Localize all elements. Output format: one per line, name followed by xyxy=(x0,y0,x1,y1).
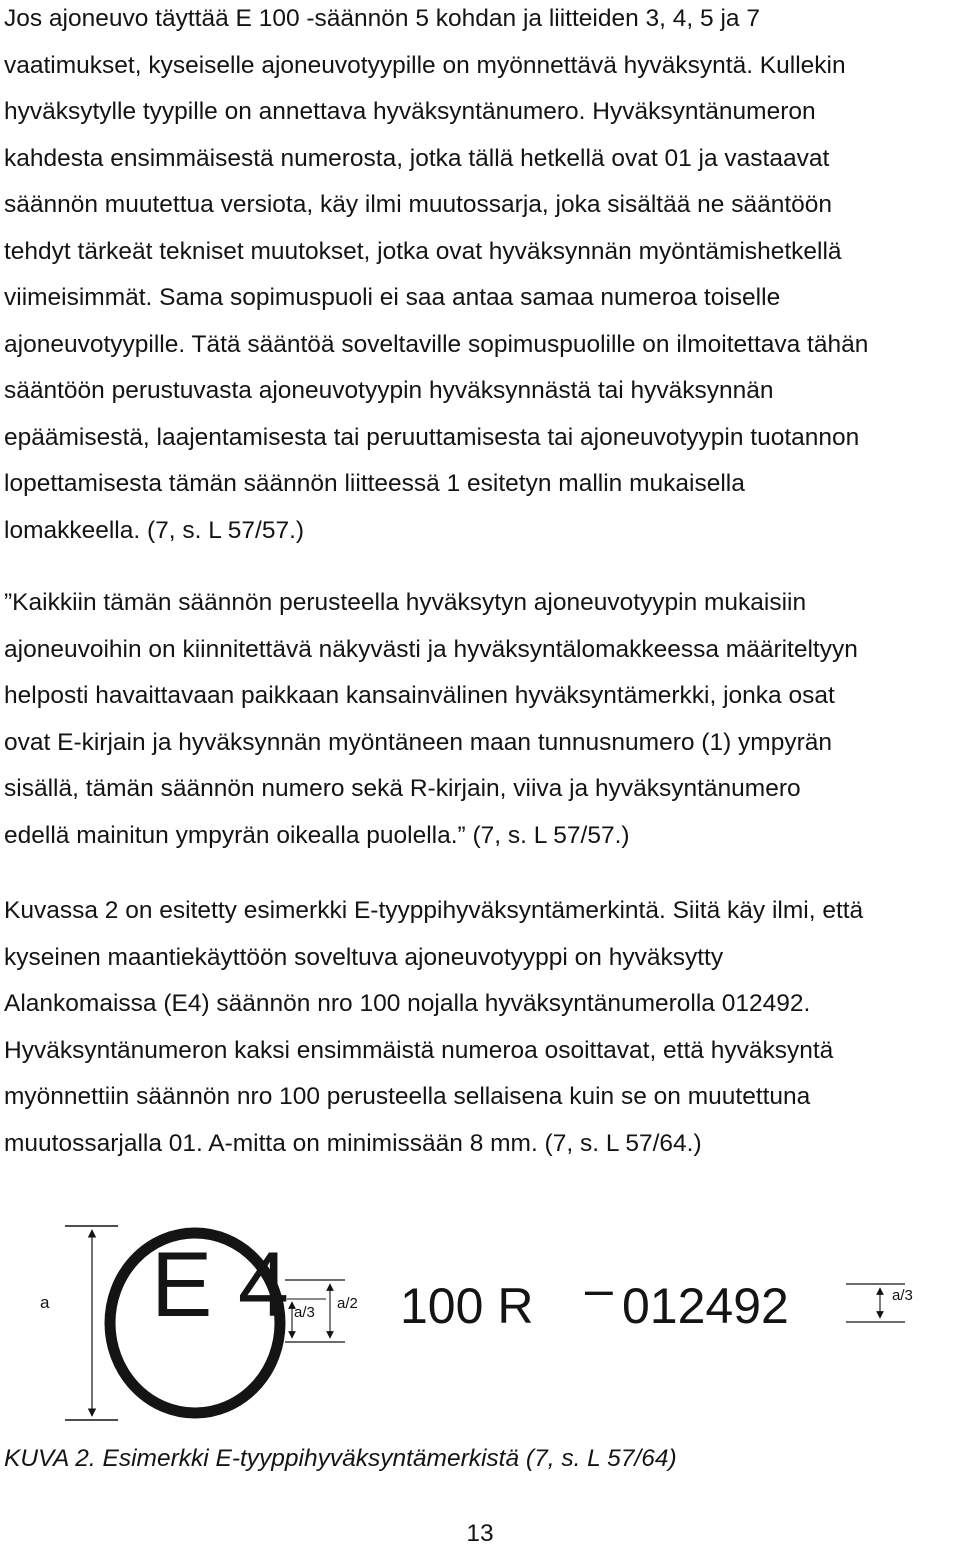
text-line: ”Kaikkiin tämän säännön perusteella hyväksytyn ajoneuvotyypin mukaisiin xyxy=(4,589,807,616)
text-line: kyseinen maantiekäyttöön soveltuva ajoneuvotyyppi on hyväksytty xyxy=(4,943,724,971)
dim-a2-label: a/2 xyxy=(337,1295,358,1312)
text-line: kahdesta ensimmäisestä numerosta, jotka tällä hetkellä ovat 01 ja vastaavat xyxy=(4,144,830,172)
text-line: lopettamisesta tämän säännön liitteessä 1 esitetyn mallin mukaisella xyxy=(4,470,745,497)
text-line: Jos ajoneuvo täyttää E 100 -säännön 5 kohdan ja liitteiden 3, 4, 5 ja 7 xyxy=(4,5,760,32)
text-line: Alankomaissa (E4) säännön nro 100 nojalla hyväksyntänumerolla 012492. xyxy=(4,990,811,1017)
text-line: hyväksytylle tyypille on annettava hyväksyntänumero. Hyväksyntänumeron xyxy=(4,98,816,125)
text-line: helposti havaittavaan paikkaan kansainvälinen hyväksyntämerkki, jonka osat xyxy=(4,682,835,709)
approval-mark-figure xyxy=(0,1222,960,1432)
dim-a3-left-label: a/3 xyxy=(294,1304,315,1321)
text-line: vaatimukset, kyseiselle ajoneuvotyypille on myönnettävä hyväksyntä. Kullekin xyxy=(4,51,846,79)
regulation-number-text: 100 R xyxy=(400,1278,534,1334)
text-line: viimeisimmät. Sama sopimuspuoli ei saa antaa samaa numeroa toiselle xyxy=(4,284,781,311)
paragraph-approval-numbering xyxy=(4,0,960,554)
dim-a3-right-label: a/3 xyxy=(892,1287,913,1304)
dim-a-label: a xyxy=(40,1293,50,1312)
text-line: ajoneuvotyypille. Tätä sääntöä soveltaville sopimuspuolille on ilmoitettava tähän xyxy=(4,330,869,358)
text-line: muutossarjalla 01. A-mitta on minimissään 8 mm. (7, s. L 57/64.) xyxy=(4,1129,702,1157)
text-line: sääntöön perustuvasta ajoneuvotyypin hyväksynnästä tai hyväksynnän xyxy=(4,377,774,404)
page-number: 13 xyxy=(466,1520,494,1547)
text-line: epäämisestä, laajentamisesta tai peruuttamisesta tai ajoneuvotyypin tuotannon xyxy=(4,423,860,451)
text-line: edellä mainitun ympyrän oikealla puolella.” (7, s. L 57/57.) xyxy=(4,821,630,849)
mark-code-text: E 4 xyxy=(151,1234,290,1336)
paragraph-figure-description xyxy=(4,888,960,1167)
paragraph-quoted-requirement xyxy=(4,580,960,859)
text-line: lomakkeella. (7, s. L 57/57.) xyxy=(4,516,305,544)
approval-mark-drawing xyxy=(0,1222,960,1432)
text-line: Kuvassa 2 on esitetty esimerkki E-tyyppihyväksyntämerkintä. Siitä käy ilmi, että xyxy=(4,897,864,924)
text-line: myönnettiin säännön nro 100 perusteella sellaisena kuin se on muutettuna xyxy=(4,1083,811,1110)
text-line: ovat E-kirjain ja hyväksynnän myöntäneen maan tunnusnumero (1) ympyrän xyxy=(4,728,832,756)
text-line: tehdyt tärkeät tekniset muutokset, jotka ovat hyväksynnän myöntämishetkellä xyxy=(4,237,842,265)
approval-number-text: 012492 xyxy=(622,1278,789,1334)
figure-caption: KUVA 2. Esimerkki E-tyyppihyväksyntämerkistä (7, s. L 57/64) xyxy=(4,1445,677,1472)
text-line: sisällä, tämän säännön numero sekä R-kirjain, viiva ja hyväksyntänumero xyxy=(4,775,801,802)
text-line: säännön muutettua versiota, käy ilmi muutossarja, joka sisältää ne sääntöön xyxy=(4,191,833,218)
text-line: ajoneuvoihin on kiinnitettävä näkyvästi ja hyväksyntälomakkeessa määriteltyyn xyxy=(4,635,858,663)
dash-text: – xyxy=(585,1261,613,1317)
text-line: Hyväksyntänumeron kaksi ensimmäistä numeroa osoittavat, että hyväksyntä xyxy=(4,1036,834,1064)
